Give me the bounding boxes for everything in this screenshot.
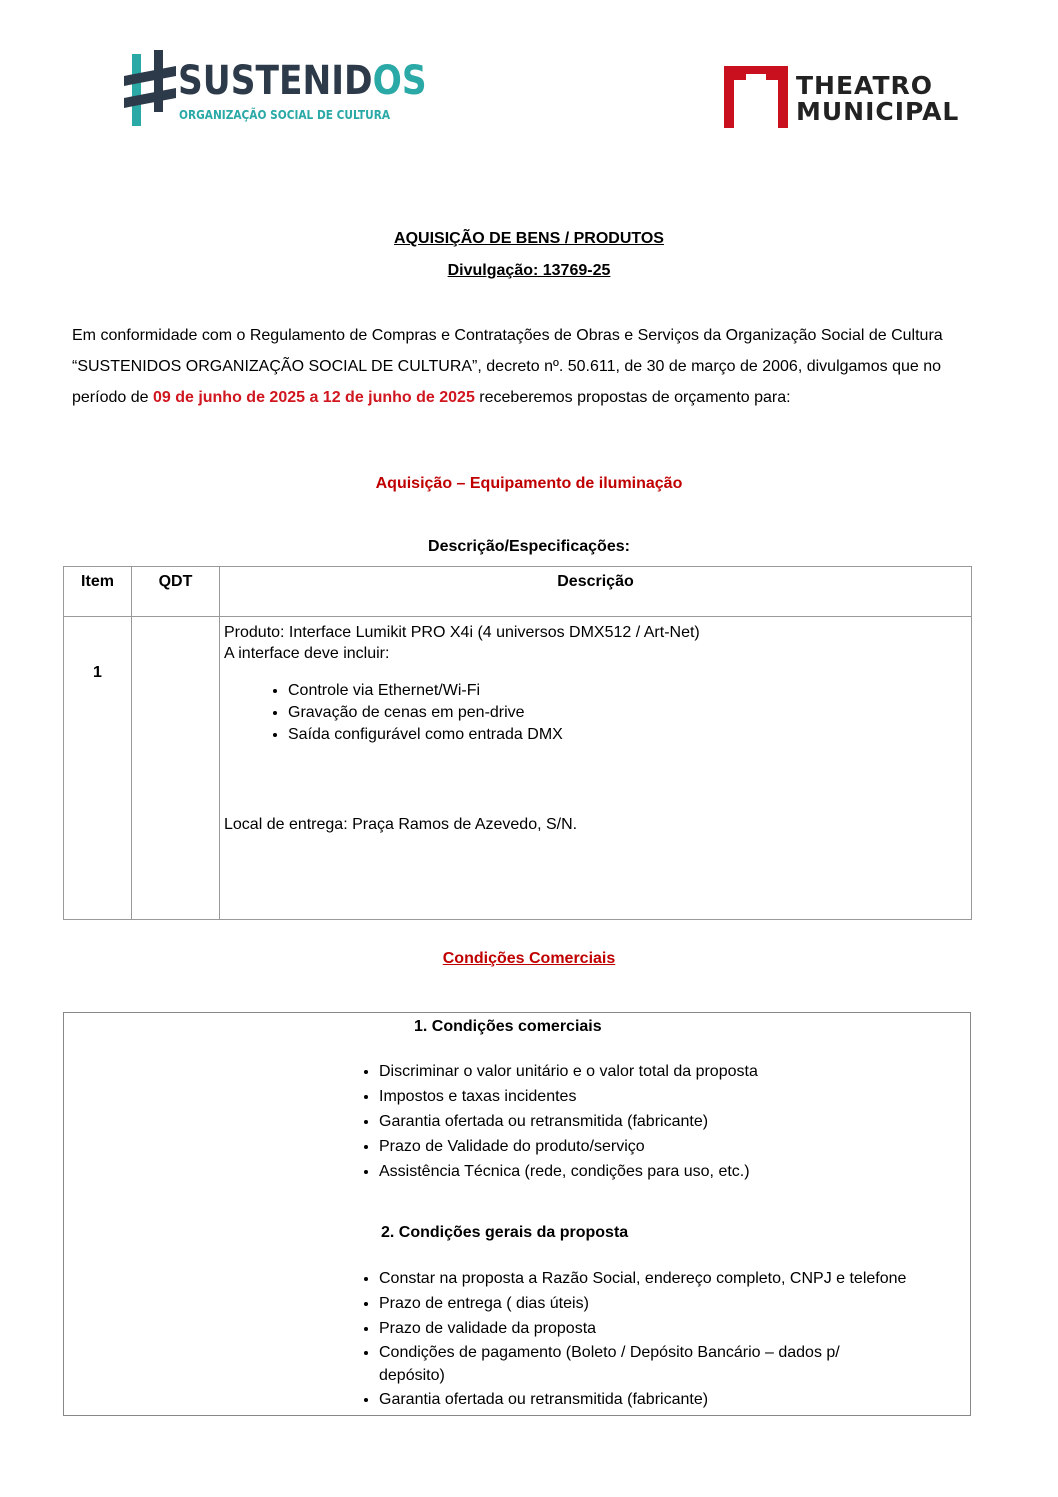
list-item: • Impostos e taxas incidentes [379,1084,979,1109]
section1-list [349,1059,979,1184]
header-descricao: Descrição [220,567,972,617]
sustenidos-logo [124,50,427,130]
theatro-mark-icon [724,64,788,130]
list-item: • Prazo de entrega ( dias úteis) [379,1291,979,1316]
conditions-title: Condições Comerciais [442,950,616,967]
theatro-text: THEATRO [796,71,934,100]
document-title: AQUISIÇÃO DE BENS / PRODUTOS [394,230,664,247]
list-item: • Condições de pagamento (Boleto / Depósito Bancário – dados p/ depósito) [379,1341,899,1387]
table-row [64,617,972,920]
header-item: Item [64,567,132,617]
list-item: • Prazo de Validade do produto/serviço [379,1134,979,1159]
list-item: • Discriminar o valor unitário e o valor total da proposta [379,1059,979,1084]
document-subtitle: Divulgação: 13769-25 [447,262,611,279]
delivery-location: Local de entrega: Praça Ramos de Azevedo, S/N. [224,816,578,833]
product-name: Produto: Interface Lumikit PRO X4i (4 universos DMX512 / Art-Net) [224,624,700,641]
list-item: • Garantia ofertada ou retransmitida (fabricante) [379,1387,979,1412]
row-qdt [132,617,220,920]
spec-heading: Descrição/Especificações: [428,538,630,555]
sustenidos-wordmark: SUSTENIDOS [178,58,427,104]
table-header-row [64,567,972,617]
product-intro: A interface deve incluir: [224,645,390,662]
hash-icon [124,50,176,128]
municipal-text: MUNICIPAL [796,97,960,126]
list-item: • Prazo de validade da proposta [379,1316,979,1341]
list-item: • Controle via Ethernet/Wi-Fi [288,680,967,702]
product-features [224,680,967,746]
theatro-municipal-logo [724,64,964,130]
intro-text-1: Em conformidade com o Regulamento de Compras e Contratações de Obras e Serviços da Organização Social de Cultura “SUSTENIDOS ORGANIZAÇÃO SOCIAL DE CULTURA”, decreto nº. 50.611, de 30 de março de 2006, divulgamos que no período de [72,327,943,406]
list-item: • Gravação de cenas em pen-drive [288,702,967,724]
intro-paragraph [72,320,992,413]
header-qdt: QDT [132,567,220,617]
section2-title: 2. Condições gerais da proposta [381,1224,629,1241]
section2-list [349,1266,979,1412]
list-item: • Assistência Técnica (rede, condições para uso, etc.) [379,1159,979,1184]
row-item-number: 1 [64,617,132,920]
intro-date-range: 09 de junho de 2025 a 12 de junho de 2025 [152,389,475,406]
list-item: • Saída configurável como entrada DMX [288,724,967,746]
acquisition-title: Aquisição – Equipamento de iluminação [375,475,683,492]
spec-table [63,566,972,920]
sustenidos-subtitle: ORGANIZAÇÃO SOCIAL DE CULTURA [179,108,391,122]
section1-title: 1. Condições comerciais [414,1018,602,1035]
list-item: • Constar na proposta a Razão Social, endereço completo, CNPJ e telefone [379,1266,979,1291]
row-description [220,617,972,920]
list-item: • Garantia ofertada ou retransmitida (fabricante) [379,1109,979,1134]
conditions-box [63,1012,971,1416]
intro-text-2: receberemos propostas de orçamento para: [474,389,791,406]
